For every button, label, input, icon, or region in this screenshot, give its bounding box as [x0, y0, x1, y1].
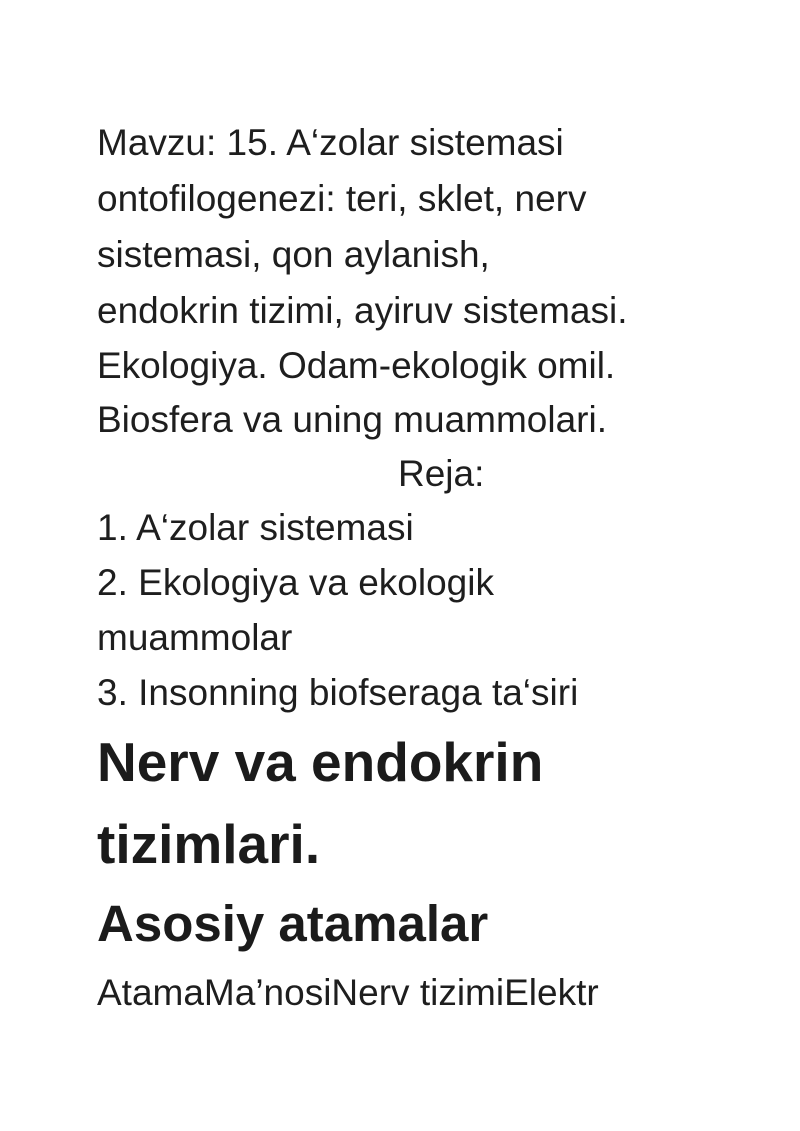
plan-item-1: 1. A‘zolar sistemasi	[97, 507, 414, 548]
topic-line-3: sistemasi, qon aylanish,	[97, 234, 490, 275]
plan-item-2: 2. Ekologiya va ekologik	[97, 562, 494, 603]
plan-item-2-continued: muammolar	[97, 617, 293, 658]
topic-line-1: Mavzu: 15. A‘zolar sistemasi	[97, 122, 564, 163]
topic-line-5: Ekologiya. Odam-ekologik omil.	[97, 345, 616, 386]
topic-line-4: endokrin tizimi, ayiruv sistemasi.	[97, 290, 628, 331]
section-heading-line-1: Nerv va endokrin	[97, 731, 544, 793]
table-header-text: AtamaMa’nosiNerv tizimiElektr	[97, 972, 599, 1013]
plan-title: Reja:	[398, 453, 485, 494]
plan-item-3: 3. Insonning biofseraga ta‘siri	[97, 672, 579, 713]
topic-line-6: Biosfera va uning muammolari.	[97, 399, 607, 440]
topic-line-2: ontofilogenezi: teri, sklet, nerv	[97, 178, 587, 219]
section-heading-line-2: tizimlari.	[97, 813, 321, 875]
subheading: Asosiy atamalar	[97, 895, 489, 952]
